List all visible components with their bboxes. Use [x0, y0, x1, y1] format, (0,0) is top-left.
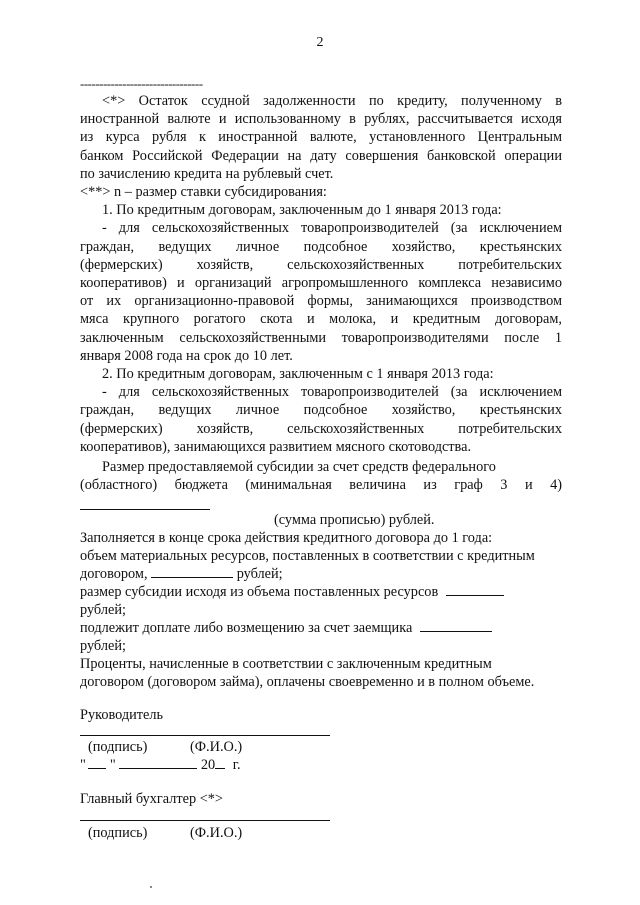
payable-field[interactable]: [420, 619, 492, 632]
head-title: Руководитель: [80, 707, 164, 723]
footnote1-line: из курса рубля к иностранной валюте, установленного Центральным: [80, 129, 562, 146]
payable-label: подлежит доплате либо возмещению за счет заемщика: [80, 620, 413, 636]
subsidy-line: (областного) бюджета (минимальная величина из граф 3 и 4): [80, 477, 562, 494]
footnote1-line: иностранной валюте и использованному в рублях, рассчитывается исходя: [80, 111, 562, 128]
subsidy-amount-line[interactable]: [80, 509, 210, 510]
signature-label: (подпись): [88, 825, 148, 841]
materials-amount-field[interactable]: [151, 565, 233, 578]
item1-line: кооперативов) и организаций агропромышленного комплекса независимо: [80, 275, 562, 292]
accountant-signature-line[interactable]: [80, 820, 330, 821]
interest-line: Проценты, начисленные в соответствии с заключенным кредитным: [80, 656, 492, 672]
item2-title: 2. По кредитным договорам, заключенным с 1 января 2013 года:: [102, 366, 494, 383]
footnote-block: [80, 92, 562, 456]
year-suffix: г.: [232, 757, 241, 773]
item2-line: граждан, ведущих личное подсобное хозяйство, крестьянских: [80, 402, 562, 419]
year-prefix: 20: [200, 757, 216, 773]
quote-open: ": [80, 757, 86, 773]
sum-in-words-label: (сумма прописью) рублей.: [274, 512, 435, 528]
scan-speck: [150, 886, 152, 888]
month-field[interactable]: [119, 756, 197, 769]
subsidy-block: [80, 458, 562, 494]
quote-close: ": [109, 757, 116, 773]
item2-line: кооперативов), занимающихся развитием мясного скотоводства.: [80, 438, 472, 455]
materials-label: договором,: [80, 566, 148, 582]
fio-label: (Ф.И.О.): [190, 825, 243, 841]
rubles-label: рублей;: [236, 566, 283, 582]
footnote1-line: <*> Остаток ссудной задолженности по кредиту, полученному в: [102, 93, 562, 109]
item1-line: заключенным сельскохозяйственными товаропроизводителями после 1: [80, 329, 562, 346]
materials-line: объем материальных ресурсов, поставленных в соответствии с кредитным: [80, 548, 535, 564]
fill-note: Заполняется в конце срока действия кредитного договора до 1 года:: [80, 530, 493, 546]
subsidy-resources-field[interactable]: [446, 583, 504, 596]
footnote1-line: банком Российской Федерации на дату совершения банковской операции: [80, 147, 562, 164]
rubles-label: рублей;: [80, 602, 126, 618]
page-number: 2: [316, 35, 324, 50]
materials-line-2: [80, 565, 283, 583]
item1-line: от их организационно-правовой формы, занимающихся производством: [80, 293, 562, 310]
footnote1-line: по зачислению кредита на рублевый счет.: [80, 165, 334, 182]
fio-label: (Ф.И.О.): [190, 739, 243, 755]
rubles-label: рублей;: [80, 638, 126, 654]
footnote-separator: --------------------------------: [80, 76, 203, 91]
subsidy-resources-label: размер субсидии исходя из объема поставленных ресурсов: [80, 584, 439, 600]
day-field[interactable]: [88, 756, 106, 769]
item2-line: - для сельскохозяйственных товаропроизводителей (за исключением: [102, 384, 562, 401]
date-line: [80, 756, 241, 774]
head-signature-line[interactable]: [80, 735, 330, 736]
item1-line: (фермерских) хозяйств, сельскохозяйственных потребительских: [80, 256, 562, 273]
subsidy-line: Размер предоставляемой субсидии за счет средств федерального: [102, 459, 496, 475]
item1-line: - для сельскохозяйственных товаропроизводителей (за исключением: [102, 220, 562, 237]
item1-line: января 2008 года на срок до 10 лет.: [80, 347, 293, 364]
item1-line: мяса крупного рогатого скота и молока, и кредитным договорам,: [80, 311, 562, 328]
item1-title: 1. По кредитным договорам, заключенным до 1 января 2013 года:: [102, 202, 502, 219]
payable-line: [80, 619, 492, 637]
accountant-title: Главный бухгалтер <*>: [80, 791, 223, 807]
subsidy-resources-line: [80, 583, 504, 601]
interest-line: договором (договором займа), оплачены своевременно и в полном объеме.: [80, 674, 535, 690]
year-field[interactable]: [215, 756, 225, 769]
signature-label: (подпись): [88, 739, 148, 755]
item2-line: (фермерских) хозяйств, сельскохозяйственных потребительских: [80, 420, 562, 437]
item1-line: граждан, ведущих личное подсобное хозяйство, крестьянских: [80, 238, 562, 255]
footnote2: <**> n – размер ставки субсидирования:: [80, 184, 327, 201]
